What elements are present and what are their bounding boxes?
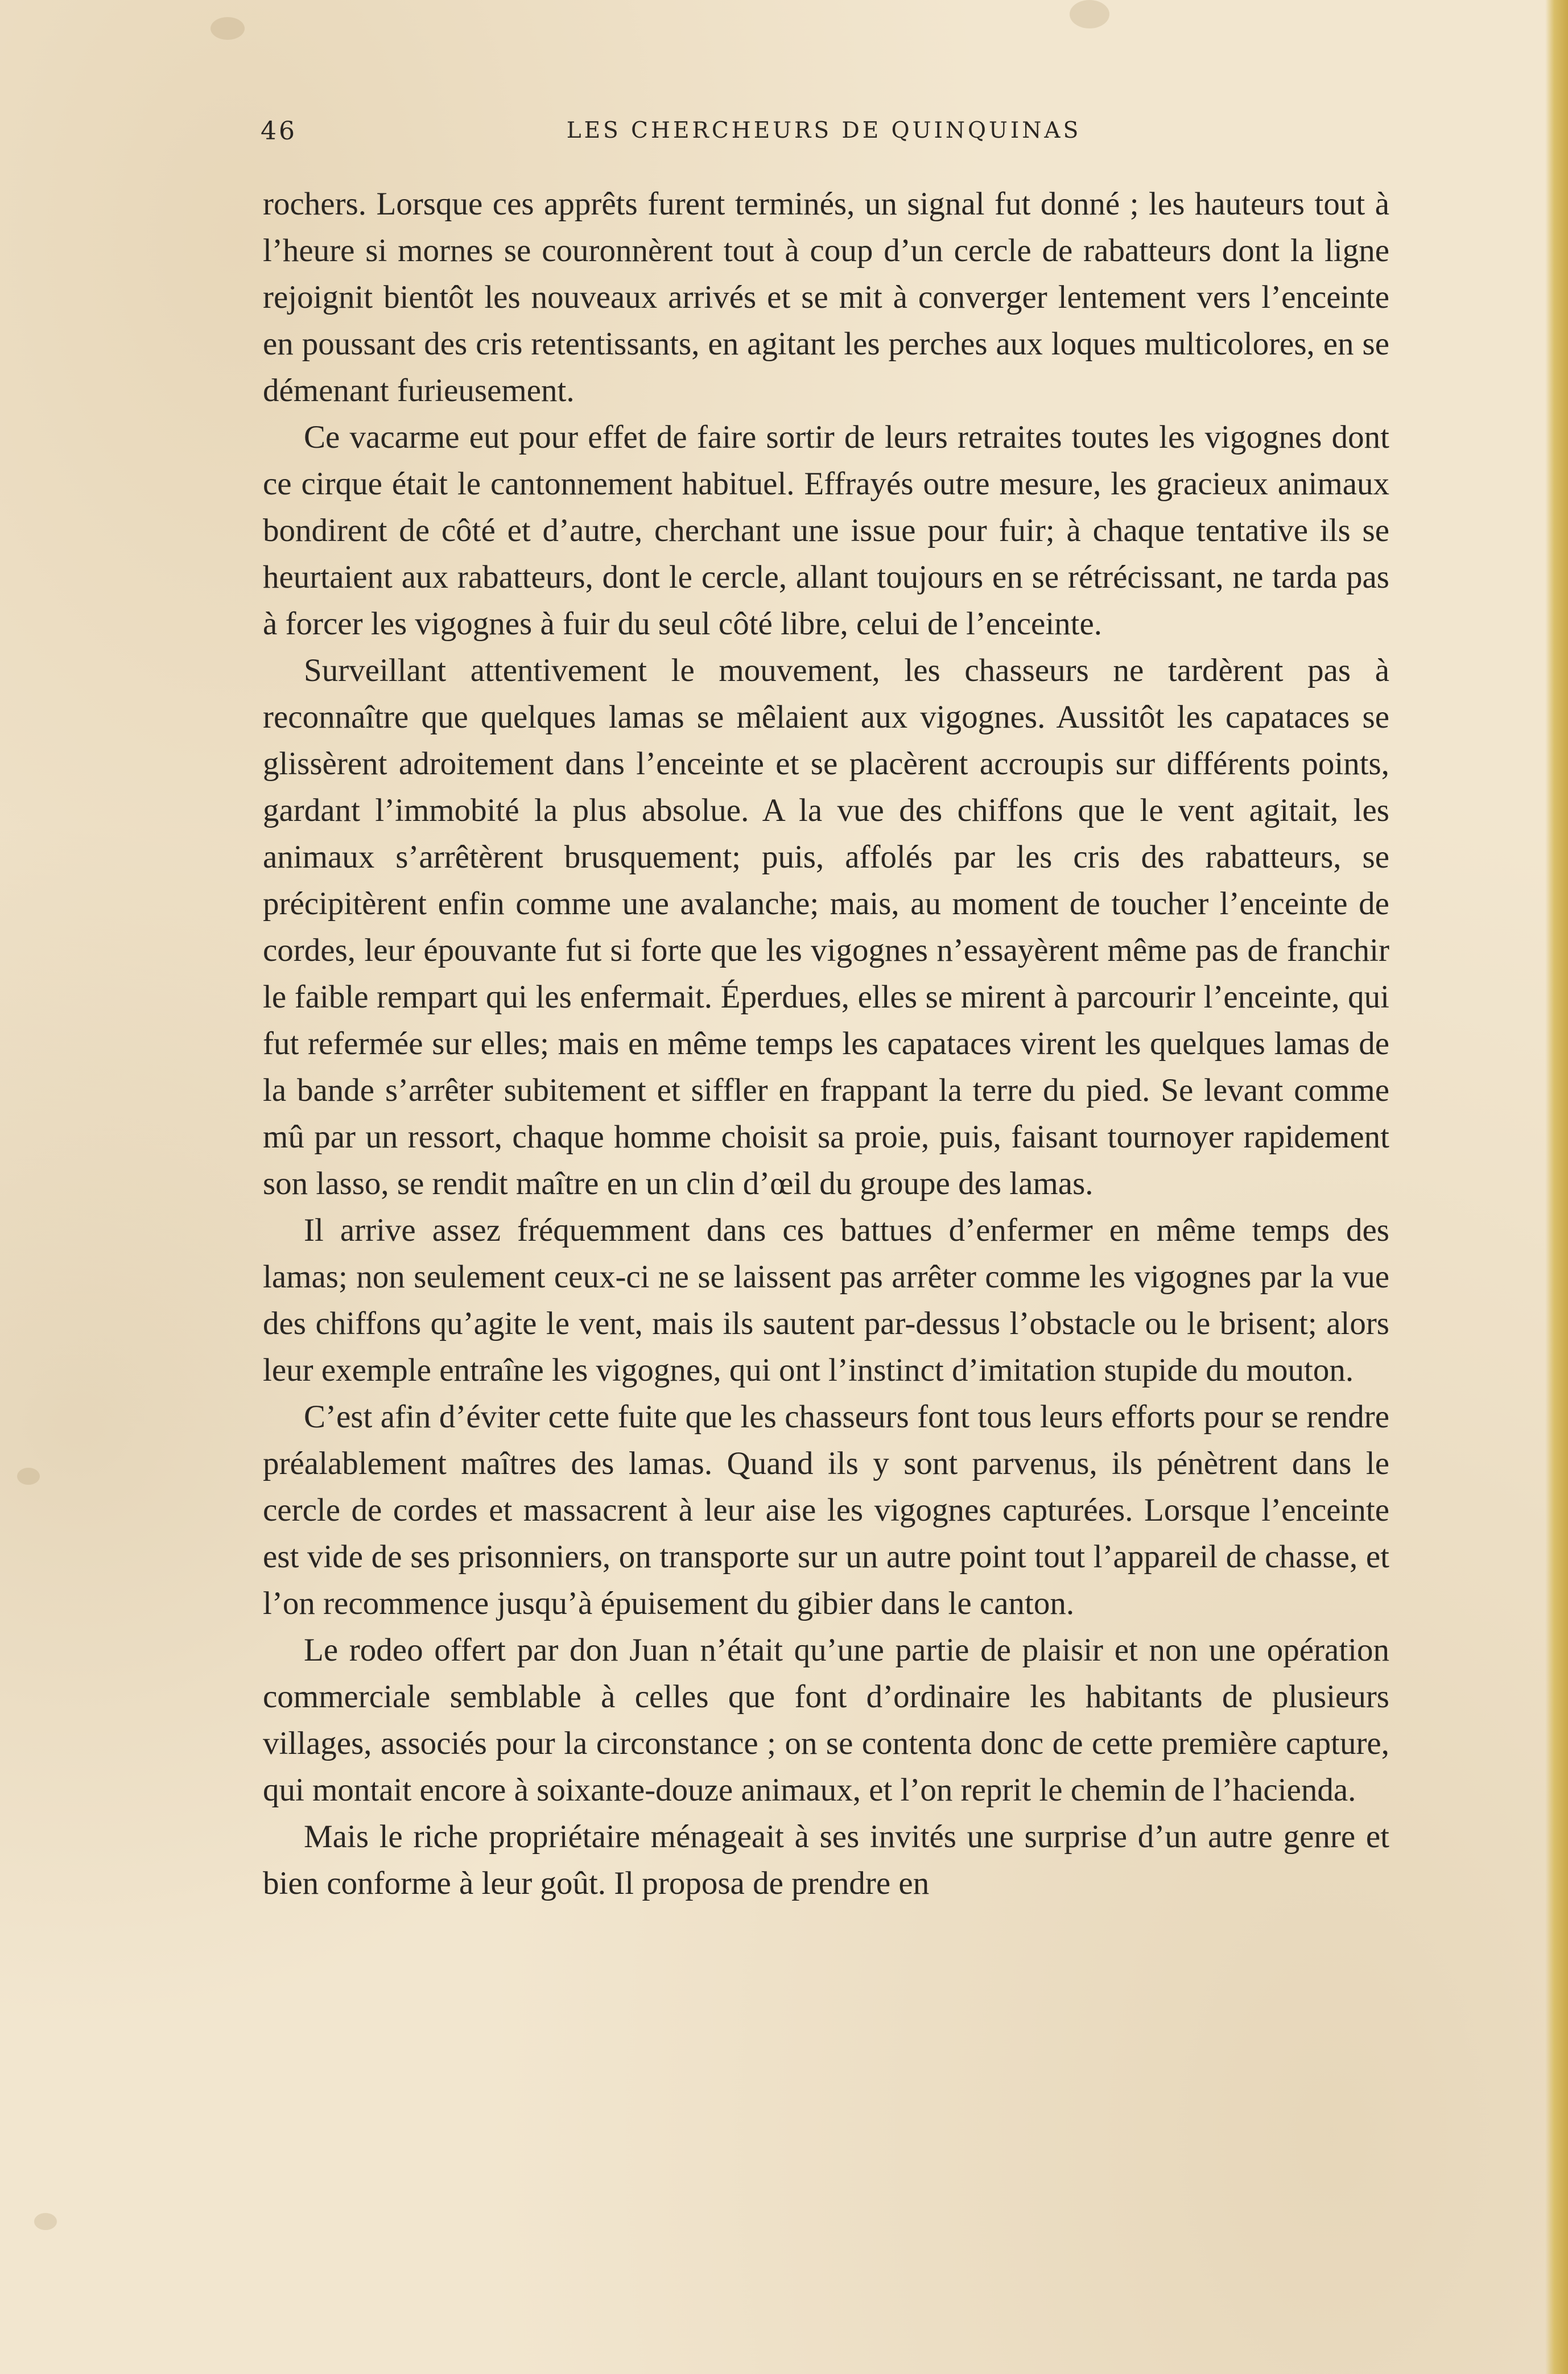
- page-header: [261, 117, 1387, 151]
- paragraph-7: Mais le riche propriétaire ménageait à ses invités une surprise d’un autre genre et bien conforme à leur goût. Il proposa de prendre en: [263, 1819, 1389, 1901]
- paragraph-4: Il arrive assez fréquemment dans ces battues d’enfermer en même temps des lamas; non seulement ceux-ci ne se laissent pas arrêter comme les vigognes par la vue des chiffons qu’agite le vent, mais ils sautent par-dessus l’obstacle ou le brisent; alors leur exemple entraîne les vigognes, qui ont l’instinct d’imitation stupide du mouton.: [263, 1212, 1389, 1388]
- paragraph-3: Surveillant attentivement le mouvement, les chasseurs ne tardèrent pas à reconnaître que quelques lamas se mêlaient aux vigognes. Aussitôt les capataces se glissèrent adroitement dans l’enceinte et se placèrent accroupis sur différents points, gardant l’immobité la plus absolue. A la vue des chiffons que le vent agitait, les animaux s’arrêtèrent brusquement; puis, affolés par les cris des rabatteurs, se précipitèrent enfin comme une avalanche; mais, au moment de toucher l’enceinte de cordes, leur épouvante fut si forte que les vigognes n’essayèrent même pas de franchir le faible rempart qui les enfermait. Éperdues, elles se mirent à parcourir l’enceinte, qui fut refermée sur elles; mais en même temps les capataces virent les quelques lamas de la bande s’arrêter subitement et siffler en frappant la terre du pied. Se levant comme mû par un ressort, chaque homme choisit sa proie, puis, faisant tournoyer rapidement son lasso, se rendit maître en un clin d’œil du groupe des lamas.: [263, 653, 1389, 1202]
- paragraph-2: Ce vacarme eut pour effet de faire sortir de leurs retraites toutes les vigognes dont ce cirque était le cantonnement habituel. Effrayés outre mesure, les gracieux animaux bondirent de côté et d’autre, cherchant une issue pour fuir; à chaque tentative ils se heurtaient aux rabatteurs, dont le cercle, allant toujours en se rétrécissant, ne tarda pas à forcer les vigognes à fuir du seul côté libre, celui de l’enceinte.: [263, 419, 1389, 642]
- foxing-spot: [17, 1468, 40, 1485]
- paragraph-6: Le rodeo offert par don Juan n’était qu’une partie de plaisir et non une opération commerciale semblable à celles que font d’ordinaire les habitants de plusieurs villages, associés pour la circonstance ; on se contenta donc de cette première capture, qui montait encore à soixante-douze animaux, et l’on reprit le chemin de l’hacienda.: [263, 1632, 1389, 1808]
- foxing-spot: [34, 2213, 57, 2230]
- paragraph-5: C’est afin d’éviter cette fuite que les chasseurs font tous leurs efforts pour se rendre préalablement maîtres des lamas. Quand ils y sont parvenus, ils pénètrent dans le cercle de cordes et massacrent à leur aise les vigognes capturées. Lorsque l’enceinte est vide de ses prisonniers, on transporte sur un autre point tout l’appareil de chasse, et l’on recommence jusqu’à épuisement du gibier dans le canton.: [263, 1399, 1389, 1621]
- page-edge: [1545, 0, 1568, 2374]
- page-number: 46: [261, 117, 297, 146]
- foxing-spot: [211, 17, 245, 40]
- body-text: [263, 181, 1389, 1907]
- foxing-spot: [1070, 0, 1109, 28]
- paragraph-1: rochers. Lorsque ces apprêts furent terminés, un signal fut donné ; les hauteurs tout à l’heure si mornes se couronnèrent tout à coup d’un cercle de rabatteurs dont la ligne rejoignit bientôt les nouveaux arrivés et se mit à converger lentement vers l’enceinte en poussant des cris retentissants, en agitant les perches aux loques multicolores, en se démenant furieusement.: [263, 186, 1389, 408]
- running-title: LES CHERCHEURS DE QUINQUINAS: [566, 118, 1082, 143]
